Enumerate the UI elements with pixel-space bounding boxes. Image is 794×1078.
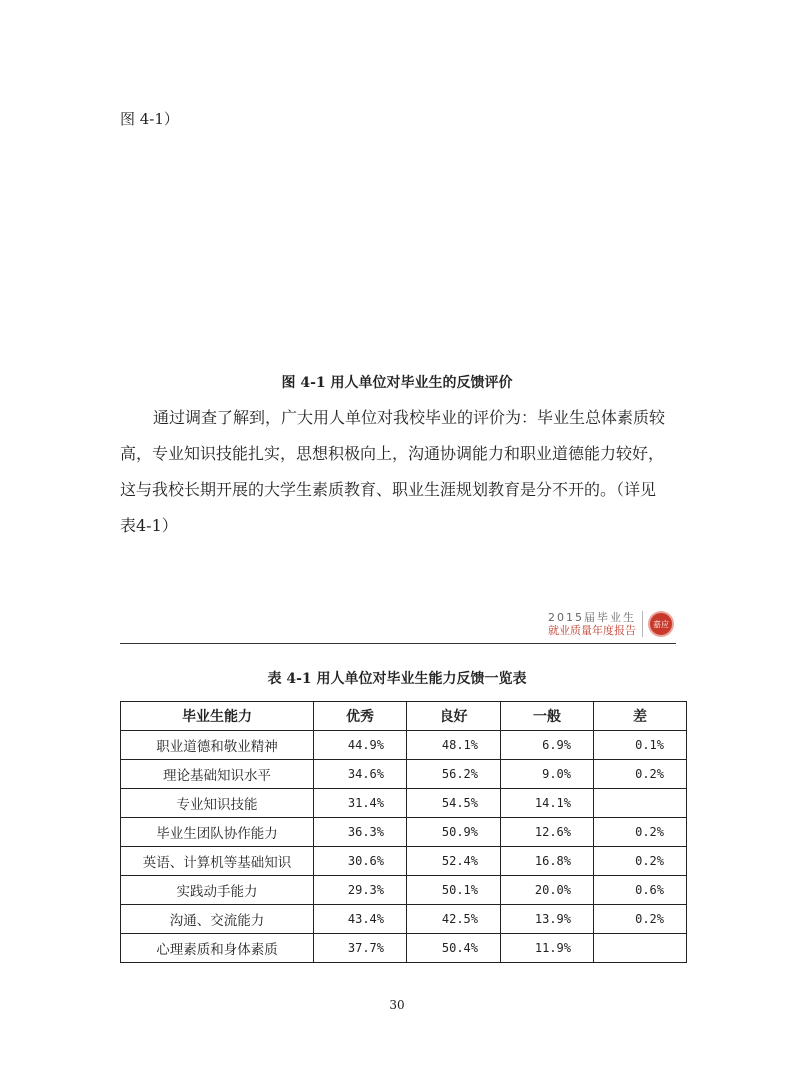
seal-icon: 嘉应: [648, 611, 674, 637]
table-row: [121, 789, 687, 818]
cell-good: 54.5%: [407, 789, 501, 818]
paragraph-line: 高，专业知识技能扎实，思想积极向上，沟通协调能力和职业道德能力较好，: [120, 444, 665, 463]
body-paragraph: [120, 400, 676, 544]
cell-good: 50.1%: [407, 876, 501, 905]
header-excellent: 优秀: [314, 702, 407, 731]
paragraph-line: 通过调查了解到，广大用人单位对我校毕业的评价为：毕业生总体素质较: [153, 408, 666, 427]
cell-average: 13.9%: [501, 905, 594, 934]
cell-poor: 0.1%: [594, 731, 687, 760]
table-row: [121, 847, 687, 876]
table-row: [121, 876, 687, 905]
cell-poor: 0.2%: [594, 905, 687, 934]
row-label: 专业知识技能: [121, 789, 314, 818]
cell-average: 6.9%: [501, 731, 594, 760]
cell-good: 52.4%: [407, 847, 501, 876]
logo-divider: [642, 611, 643, 637]
table-row: [121, 905, 687, 934]
cell-poor: 0.6%: [594, 876, 687, 905]
cell-poor: [594, 789, 687, 818]
row-label: 英语、计算机等基础知识: [121, 847, 314, 876]
cell-excellent: 31.4%: [314, 789, 407, 818]
cell-excellent: 37.7%: [314, 934, 407, 963]
cell-poor: 0.2%: [594, 760, 687, 789]
cell-average: 9.0%: [501, 760, 594, 789]
row-label: 心理素质和身体素质: [121, 934, 314, 963]
paragraph-line: 表4-1）: [120, 516, 178, 535]
report-header-logo: [548, 608, 674, 640]
cell-excellent: 43.4%: [314, 905, 407, 934]
table-caption: 表 4-1 用人单位对毕业生能力反馈一览表: [267, 671, 527, 687]
cell-excellent: 44.9%: [314, 731, 407, 760]
cell-average: 16.8%: [501, 847, 594, 876]
ability-feedback-table: [120, 701, 687, 963]
cell-excellent: 36.3%: [314, 818, 407, 847]
cell-poor: 0.2%: [594, 847, 687, 876]
row-label: 理论基础知识水平: [121, 760, 314, 789]
row-label: 职业道德和敬业精神: [121, 731, 314, 760]
paragraph-line: 这与我校长期开展的大学生素质教育、职业生涯规划教育是分不开的。（详见: [120, 480, 657, 499]
table-row: [121, 731, 687, 760]
header-poor: 差: [594, 702, 687, 731]
cell-good: 42.5%: [407, 905, 501, 934]
cell-good: 48.1%: [407, 731, 501, 760]
figure-reference-text: 图 4-1）: [120, 110, 179, 128]
figure-caption: 图 4-1 用人单位对毕业生的反馈评价: [281, 375, 513, 391]
table-row: [121, 760, 687, 789]
cell-excellent: 29.3%: [314, 876, 407, 905]
cell-good: 50.4%: [407, 934, 501, 963]
row-label: 沟通、交流能力: [121, 905, 314, 934]
header-good: 良好: [407, 702, 501, 731]
row-label: 实践动手能力: [121, 876, 314, 905]
cell-average: 14.1%: [501, 789, 594, 818]
cell-poor: [594, 934, 687, 963]
header-ability: 毕业生能力: [121, 702, 314, 731]
cell-excellent: 30.6%: [314, 847, 407, 876]
cell-good: 50.9%: [407, 818, 501, 847]
table-row: [121, 818, 687, 847]
cell-average: 12.6%: [501, 818, 594, 847]
header-average: 一般: [501, 702, 594, 731]
logo-line-2: 就业质量年度报告: [548, 624, 636, 637]
cell-average: 20.0%: [501, 876, 594, 905]
cell-poor: 0.2%: [594, 818, 687, 847]
cell-good: 56.2%: [407, 760, 501, 789]
cell-excellent: 34.6%: [314, 760, 407, 789]
logo-line-1: 2015届毕业生: [548, 611, 636, 624]
cell-average: 11.9%: [501, 934, 594, 963]
row-label: 毕业生团队协作能力: [121, 818, 314, 847]
table-header-row: [121, 702, 687, 731]
page-number: 30: [389, 998, 405, 1012]
header-rule: [120, 643, 676, 644]
table-row: [121, 934, 687, 963]
